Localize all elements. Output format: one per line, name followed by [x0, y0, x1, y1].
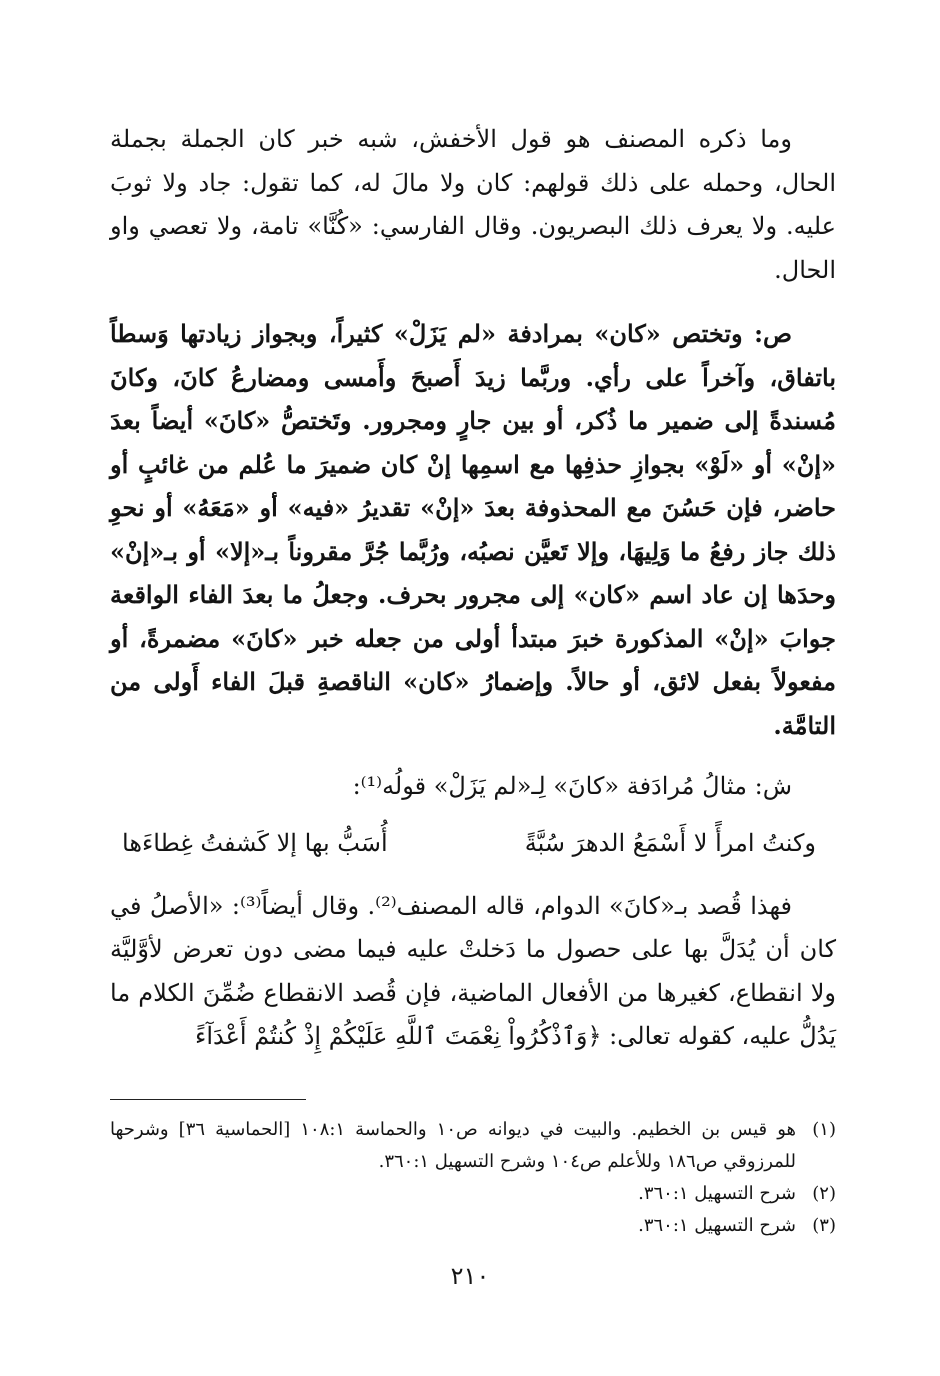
footnote-text: شرح التسهيل ٣٦٠:١. — [638, 1214, 796, 1236]
paragraph-1-text: وما ذكره المصنف هو قول الأخفش، شبه خبر كان الجملة بجملة الحال، وحمله على ذلك قولهم: كان ولا مالَ له، كما تقول: جاد ولا ثوبَ عليه. ولا يعرف ذلك البصريون. وقال الفارسي: «كُنَّا» تامة، ولا تعصي واو الحال. — [110, 125, 836, 284]
paragraph-2-matn — [110, 312, 836, 747]
footnote-number: (٣) — [812, 1214, 836, 1236]
paragraph-3-text: ش: مثالُ مُرادَفة «كانَ» لِـ«لم يَزَلْ» قولُه⁽¹⁾: — [352, 772, 792, 800]
footnote-number: (١) — [812, 1118, 836, 1140]
footnote-2 — [110, 1178, 836, 1210]
paragraph-2-text: ص: وتختص «كان» بمرادفة «لم يَزَلْ» كثيراً، وبجواز زيادتها وَسطاً باتفاق، وآخراً على رأي. وربَّما زيدَ أَصبحَ وأَمسى ومضارعُ كانَ، وكانَ مُسندةً إلى ضمير ما ذُكر، أو بين جارٍ ومجرور. وتَختصُّ «كانَ» أيضاً بعدَ «إنْ» أو «لَوْ» بجوازِ حذفِها مع اسمِها إنْ كان ضميرَ ما عُلم من غائبٍ أو حاضر، فإن حَسُنَ مع المحذوفة بعدَ «إنْ» تقديرُ «فيه» أو «مَعَهُ» أو نحوِ ذلك جاز رفعُ ما وَلِيهَا، وإلا تَعيَّن نصبُه، ورُبَّما جُرَّ مقروناً بـ«إلا» أو بـ«إنْ» وحدَها إن عاد اسم «كان» إلى مجرور بحرف. وجعلُ ما بعدَ الفاء الواقعة جوابَ «إنْ» المذكورة خبرَ مبتدأ أولى من جعله خبر «كانَ» مضمرةً، أو مفعولاً بفعل لائق، أو حالاً. وإضمارُ «كان» الناقصةِ قبلَ الفاء أَولى من التامَّة. — [110, 319, 837, 740]
poetry-verse — [110, 821, 836, 865]
footnote-3 — [110, 1210, 836, 1242]
verse-hemistich-left: أُسَبُّ بها إلا كَشفتُ غِطاءَها — [122, 828, 388, 857]
footnote-text: شرح التسهيل ٣٦٠:١. — [638, 1182, 796, 1204]
footnote-1 — [110, 1114, 836, 1178]
paragraph-4 — [110, 885, 836, 1059]
page-number: ٢١٠ — [450, 1262, 490, 1290]
paragraph-3-intro — [110, 765, 836, 809]
footnote-separator — [110, 1099, 306, 1100]
verse-hemistich-right: وكنتُ امرأً لا أَسْمَعُ الدهرَ سُبَّةً — [524, 828, 816, 857]
footnote-number: (٢) — [812, 1182, 836, 1204]
page-body — [110, 118, 836, 1242]
footnotes — [110, 1114, 836, 1242]
paragraph-1 — [110, 118, 836, 292]
paragraph-4-text: فهذا قُصد بـ«كانَ» الدوام، قاله المصنف⁽²⁾. وقال أيضاً⁽³⁾: «الأصلُ في كان أن يُدَلَّ بها على حصول ما دَخلتْ عليه فيما مضى دون تعرض لأوَّليَّة ولا انقطاع، كغيرها من الأفعال الماضية، فإن قُصد الانقطاع ضُمِّنَ الكلام ما يَدُلُّ عليه، كقوله تعالى: ﴿وَٱذْكُرُواْ نِعْمَتَ ٱللَّهِ عَلَيْكُمْ إِذْ كُنتُمْ أَعْدَآءً — [110, 891, 837, 1050]
footnote-text: هو قيس بن الخطيم. والبيت في ديوانه ص١٠ والحماسة ١٠٨:١ [الحماسية ٣٦] وشرحها للمرزوقي ص١٨٦ وللأعلم ص١٠٤ وشرح التسهيل ٣٦٠:١. — [110, 1118, 796, 1172]
